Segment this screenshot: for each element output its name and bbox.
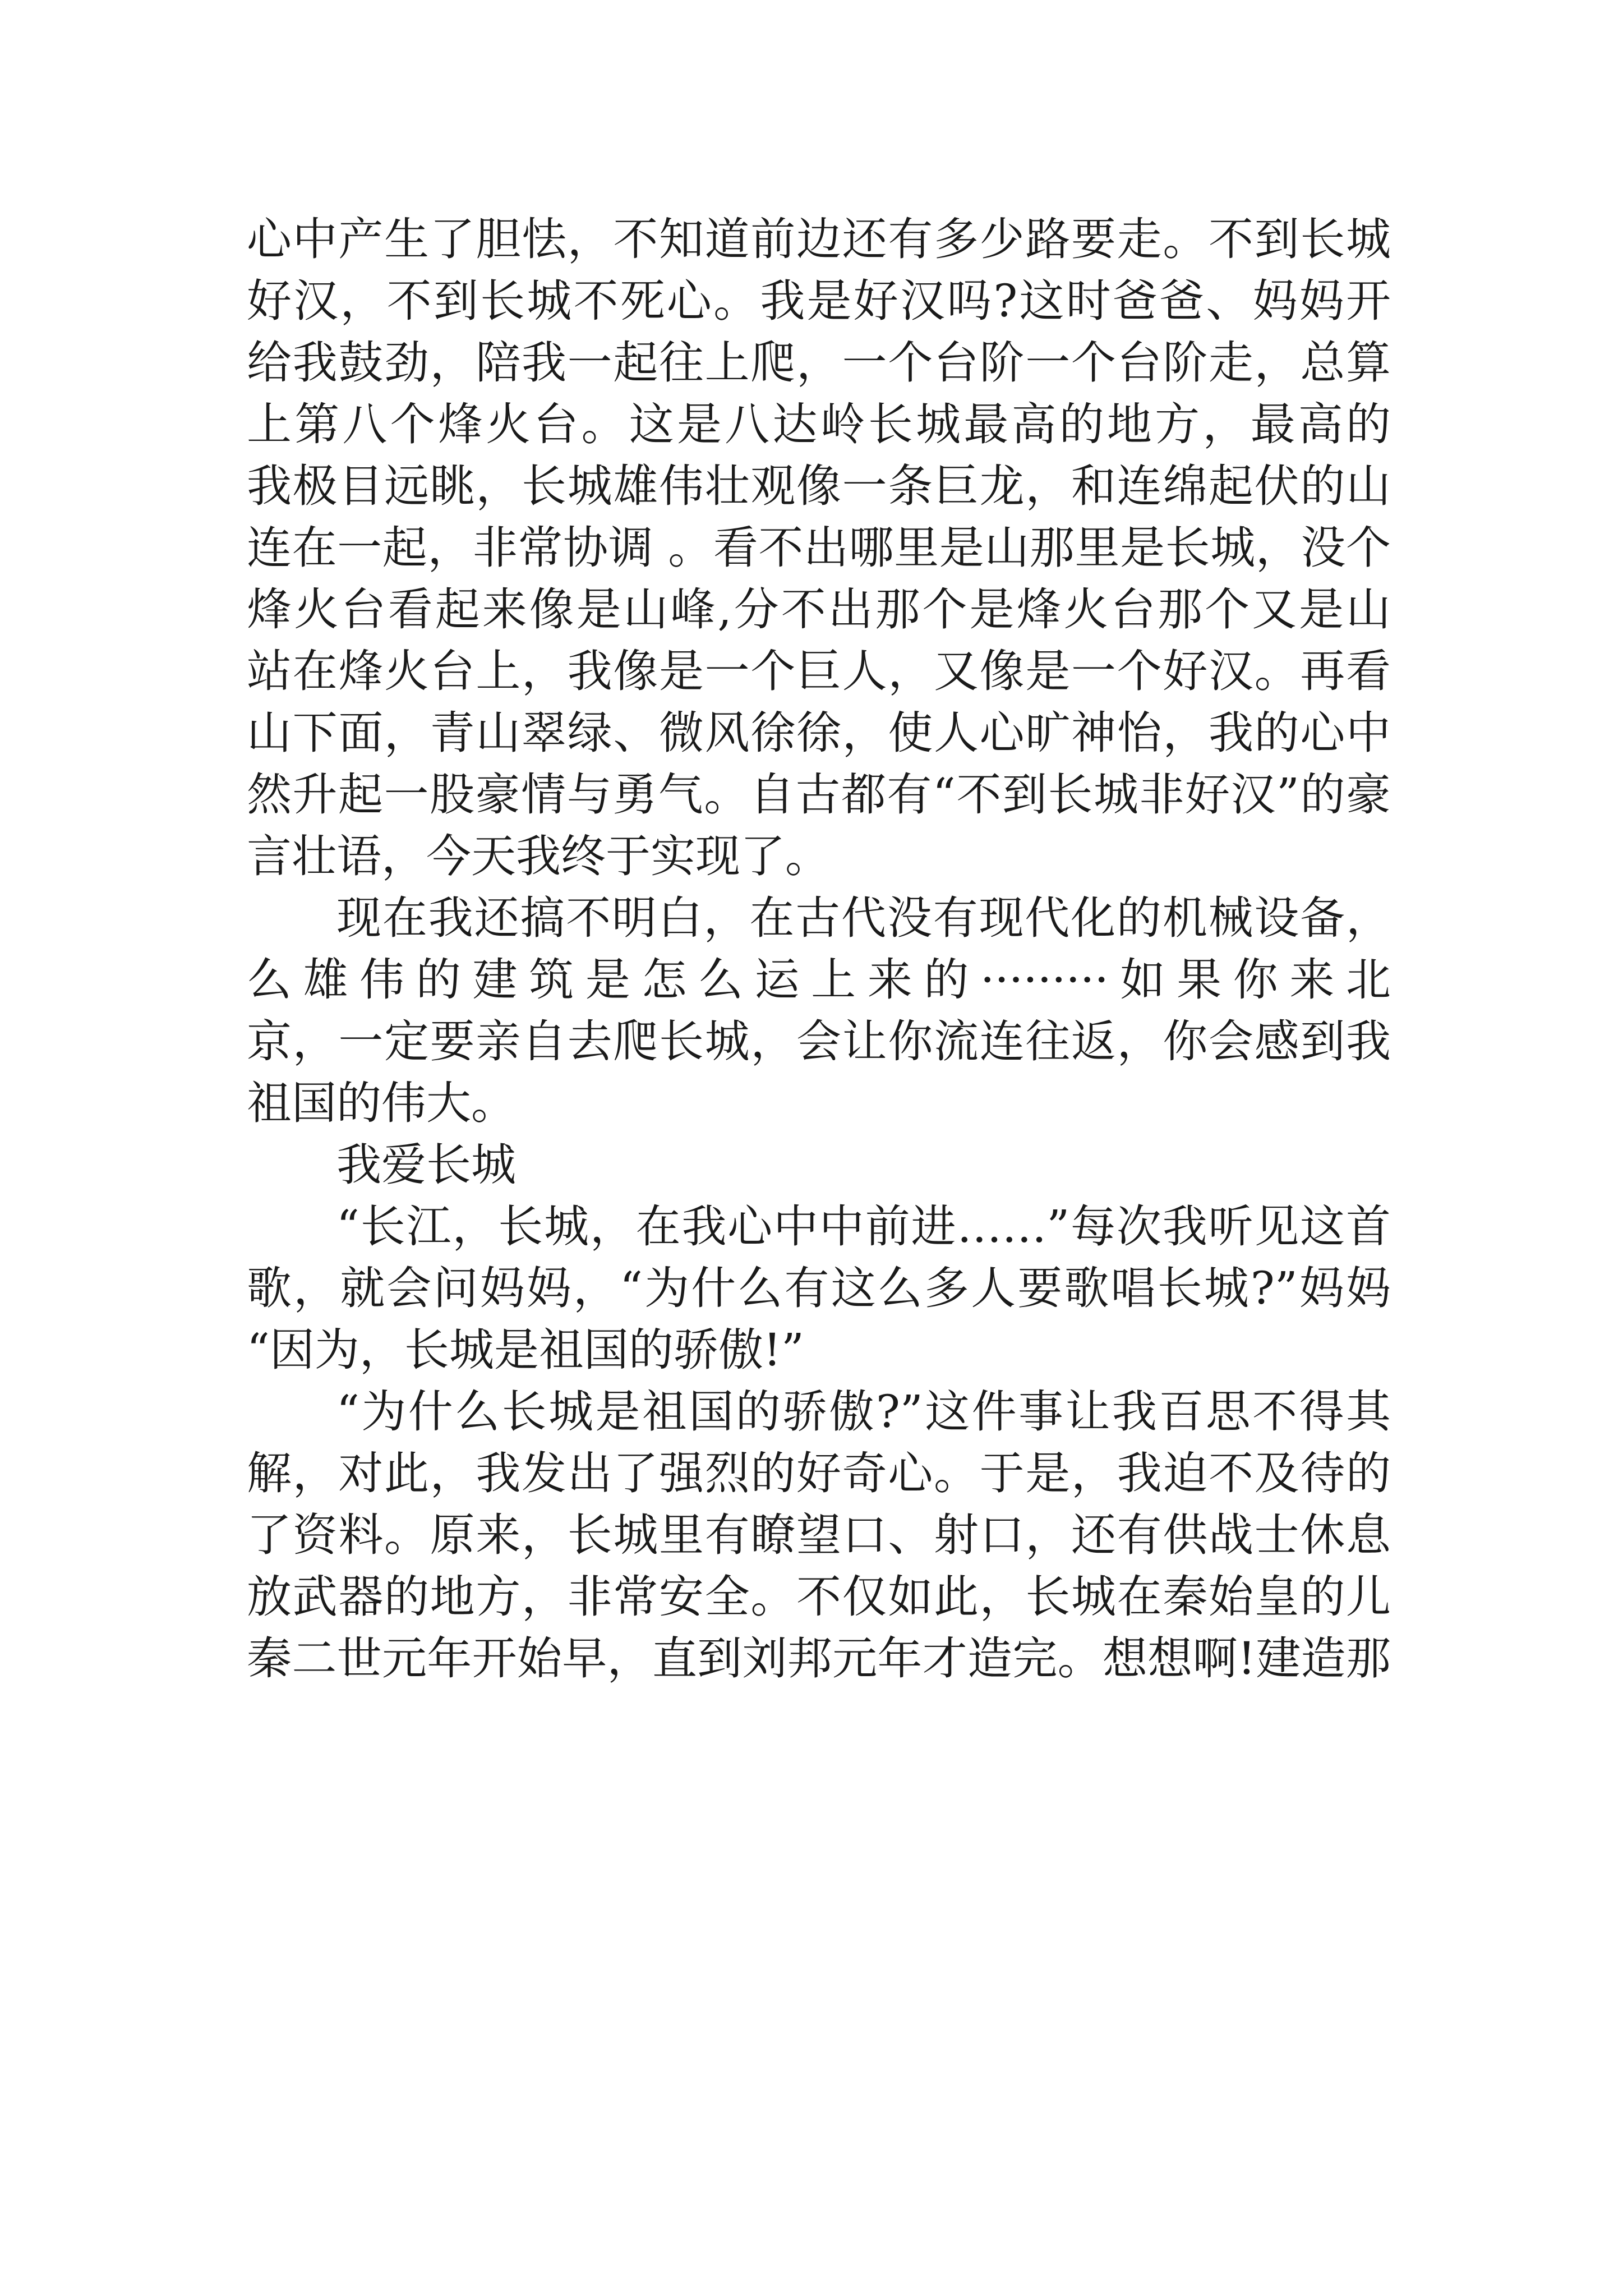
paragraph-first-line: 现在我还搞不明白，在古代没有现代化的机械设备， (336, 892, 1391, 944)
text-line: “因为，长城是祖国的骄傲!” (247, 1324, 804, 1376)
text-line: 秦二世元年开始早，直到刘邦元年才造完。想想啊!建造那 (247, 1632, 1391, 1685)
text-line: 站在烽火台上，我像是一个巨人，又像是一个好汉。再看 (247, 645, 1391, 697)
text-line: 烽火台看起来像是山峰,分不出那个是烽火台那个又是山 (247, 583, 1391, 636)
essay-title: 我爱长城 (336, 1139, 516, 1191)
text-line: 了资料。原来，长城里有瞭望口、射口，还有供战士休息 (247, 1509, 1391, 1561)
body-text (247, 209, 1391, 1690)
text-line: 给我鼓劲，陪我一起往上爬，一个台阶一个台阶走，总算 (247, 337, 1391, 389)
text-line: 心中产生了胆怯，不知道前边还有多少路要走。不到长城 (247, 213, 1391, 265)
text-line: 放武器的地方，非常安全。不仅如此，长城在秦始皇的儿 (247, 1571, 1391, 1623)
text-line: 连在一起，非常协调 。看不出哪里是山那里是长城，没个 (247, 522, 1391, 574)
text-line: 祖国的伟大。 (247, 1077, 516, 1129)
text-line: 么雄伟的建筑是怎么运上来的·········如果你来北 (247, 954, 1391, 1006)
paragraph-first-line: “长江，长城，在我心中中前进……”每次我听见这首 (336, 1200, 1391, 1253)
text-line: 解，对此，我发出了强烈的好奇心。于是，我迫不及待的 (247, 1447, 1391, 1499)
text-line: 好汉，不到长城不死心。我是好汉吗?这时爸爸、妈妈开 (247, 275, 1391, 327)
paragraph-first-line: “为什么长城是祖国的骄傲?”这件事让我百思不得其 (336, 1386, 1391, 1438)
text-line: 歌，就会问妈妈，“为什么有这么多人要歌唱长城?”妈妈 (247, 1262, 1391, 1314)
text-line: 我极目远眺，长城雄伟壮观像一条巨龙，和连绵起伏的山 (247, 460, 1391, 512)
text-line: 言壮语，今天我终于实现了。 (247, 830, 830, 882)
text-line: 山下面，青山翠绿、微风徐徐，使人心旷神怡，我的心中 (247, 707, 1391, 759)
text-line: 上第八个烽火台。这是八达岭长城最高的地方，最高的 (247, 398, 1391, 450)
text-line: 然升起一股豪情与勇气。自古都有“不到长城非好汉”的豪 (247, 769, 1391, 821)
text-line: 京，一定要亲自去爬长城，会让你流连往返，你会感到我 (247, 1015, 1391, 1068)
